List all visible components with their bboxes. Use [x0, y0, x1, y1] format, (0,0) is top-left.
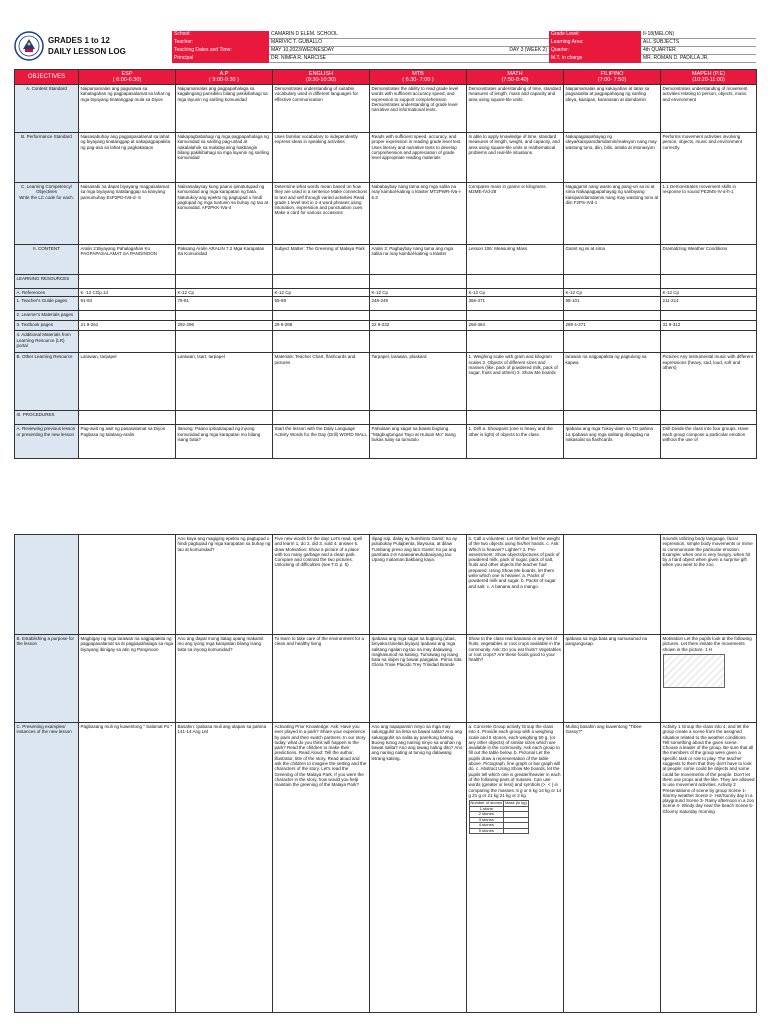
lesson-cell: Materials: Teacher Chart, flashcards and pictures [273, 353, 370, 411]
lesson-cell: Naipamamalas ang kakayahan at tatas sa pagsasalita at pagpapahayag ng sariling ideya, kaisipan, karanasan at damdamin [564, 85, 661, 133]
mass-table-cell: 1 stone [469, 806, 504, 812]
lesson-cell [273, 311, 370, 321]
row-label [15, 85, 79, 133]
lesson-cell [661, 723, 757, 1013]
row-label-note: Write the LC code for each. [19, 194, 74, 200]
teaching-dates-value [269, 47, 549, 55]
lesson-cell [467, 331, 564, 353]
mass-table-cell: 3 stones [469, 817, 504, 823]
row-label: 1. Teacher's Guide pages [15, 297, 79, 311]
lesson-cell-text: b. Call a volunteer. Let him/her feel the weight of the two objects using his/her hands. c. Ask: Which is heavier? Lighter? 2. Pre-assessment: Show objects/pictures of pack of powdered milk, pack of sugar, pack of salt, fruits and other objects the teacher had prepared. Using Show Me boards, let them write which one is heavier. a. Packs of powdered milk and sugar. b. Packs of sugar and salt. c. A banana and a mango. [468, 536, 560, 589]
row-label: LEARNING RESOURCES [15, 275, 79, 289]
lesson-cell: 366-371 [467, 297, 564, 311]
row-label: B. Establishing a purpose for the lesson [15, 635, 79, 723]
mass-table-cell [504, 828, 529, 834]
lesson-cell: Paksang Aralin ARALIN 7.2 Mga Karapatan Sa Komunidad [176, 245, 273, 275]
teacher-label: Teacher: [172, 39, 269, 47]
mass-table-cell: 5 stones [469, 828, 504, 834]
lesson-cell [176, 275, 273, 289]
lesson-cell [467, 411, 564, 425]
row-label: 3. Textbook pages [15, 321, 79, 331]
row-label: III. PROCEDURES [15, 411, 79, 425]
subject-name: ENGLISH [308, 71, 334, 77]
lesson-cell: 98-101 [564, 297, 661, 311]
row-label: 2. Learner's Materials pages [15, 311, 79, 321]
lesson-cell [273, 331, 370, 353]
lesson-cell: Demonstrates understanding of suitable vocabulary used in different languages for effective communication [273, 85, 370, 133]
subject-time: ( 6:00-6:30) [112, 77, 142, 83]
row-label: 4. Additional Materials from Learning Resource (LR) portal [15, 331, 79, 353]
lesson-cell: Reads with sufficient speed, accuracy, and proper expression in reading grade level text. Uses literary and narrative texts to develop comprehension and appreciation of grade level appropriate reading materials [370, 133, 467, 183]
grade-level-label: Grade Level: [549, 31, 641, 39]
lesson-cell [564, 331, 661, 353]
mass-table-cell: 2 stones [469, 812, 504, 818]
lesson-cell [564, 275, 661, 289]
subject-header [564, 70, 661, 85]
row-label-text: II. CONTENT [33, 246, 60, 251]
lesson-cell: Aralin 2:Biyayang Pahalagahan Ko PAGPAPASALAMAT SA PANGINOON [79, 245, 176, 275]
lesson-cell: 211-214 [661, 297, 757, 311]
movement-picture [663, 654, 725, 688]
lesson-row [15, 535, 757, 635]
row-label-text: B. Performance Standard [21, 134, 72, 139]
lesson-cell [467, 635, 564, 723]
lesson-cell [661, 331, 757, 353]
mt-in-charge-label: M.T. in charge [549, 55, 641, 63]
lesson-cell [79, 411, 176, 425]
lesson-cell [467, 311, 564, 321]
lesson-cell: Nakapagpapahayag ng ideya/kaisipan/damdamin/reaksyon nang may wastong tono, diin, bilis, antala at intonasyon [564, 133, 661, 183]
row-label [15, 245, 79, 275]
lesson-log-header [14, 31, 756, 69]
mt-in-charge-value: MR. ROMAN D. PADILLA JR. [641, 55, 756, 63]
lesson-cell: K-12 Cp [176, 289, 273, 297]
subject-header [370, 70, 467, 85]
lesson-cell: 55-59 [273, 297, 370, 311]
lesson-cell [467, 535, 564, 635]
lesson-cell: 21 9-261 [79, 321, 176, 331]
lesson-cell: Naisasabuhay ang pagpapasalamat sa lahat ng biyayang tinatanggap at nakapagpapakita ng pag-asa sa lahat ng pagkakataon [79, 133, 176, 183]
lesson-cell-text: Ilipag isip, dalay ay humihinto Gamit: Ito ay pulubukay Pulajbenta, lilaysusa, at dilaw Tumbang preso ang laro Gamit: Ito pa ang pambata 2-8 Anaeeaneuhabasiyang tao Upang malaman;bakbang kaya. [371, 536, 458, 563]
other-resources-row [15, 353, 757, 411]
textbook-row [15, 321, 757, 331]
lesson-cell: Gamit ng isi at sima [564, 245, 661, 275]
lesson-cell [79, 275, 176, 289]
quarter-label: Quarter: [549, 47, 641, 55]
lesson-row [15, 723, 757, 1013]
lesson-cell [661, 311, 757, 321]
lesson-cell [273, 535, 370, 635]
lesson-cell [661, 535, 757, 635]
lesson-row [15, 85, 757, 133]
lesson-cell [370, 535, 467, 635]
lesson-cell: Naipamamalas ang pagpapahalaga sa kagalingang pansibiko bilang pakikibahagi sa mga layunin ng sariling komunidad [176, 85, 273, 133]
subject-time: ( 6:30- 7:00 ) [402, 77, 434, 83]
row-label: A. References [15, 289, 79, 297]
subject-time: (10:20-11:00) [692, 77, 725, 83]
lesson-cell: 91-93 [79, 297, 176, 311]
lesson-cell [176, 635, 273, 723]
additional-materials-row [15, 331, 757, 353]
lesson-cell: 292-296 [176, 321, 273, 331]
lesson-cell [273, 411, 370, 425]
teaching-dates-label: Teaching Dates and Time: [172, 47, 269, 55]
lesson-cell [467, 723, 564, 1013]
row-label [15, 535, 79, 635]
subject-name: A.P [219, 71, 229, 77]
lesson-cell: Tarpapel, larawan, plaskard [370, 353, 467, 411]
objectives-label: OBJECTIVES [15, 70, 79, 85]
lesson-cell [273, 635, 370, 723]
lesson-cell: 78-81 [176, 297, 273, 311]
teachers-guide-row [15, 297, 757, 311]
lesson-cell: 1.1 Demonstrates movement skills in response to sound PE2MS-IV-a-h-1 [661, 183, 757, 245]
lesson-cell [370, 331, 467, 353]
document-subtitle: DAILY LESSON LOG [48, 47, 126, 56]
lesson-cell: Larawan, tsart, tarpapel [176, 353, 273, 411]
subject-name: ESP [121, 71, 133, 77]
subject-time: ( 9:00-9:30 ) [209, 77, 239, 83]
lesson-cell: K-12 Cp [273, 289, 370, 297]
lesson-cell [370, 275, 467, 289]
lesson-row [15, 183, 757, 245]
lesson-cell [79, 723, 176, 1013]
lesson-cell: Naiisasalaysay kung paano ipinatutupad ng komunidad ang mga karapatan ng bata. Natutukoy ang epekto ng pagtupad o hindi pagtupad ng mga tuntunin sa buhay ng tao at komunidad. AP2PKK-IVa-4 [176, 183, 273, 245]
quarter-value: 4th QUARTER [641, 47, 756, 55]
lesson-cell: 31 9-312 [661, 321, 757, 331]
lesson-cell: Dramatizing Weather Conditions [661, 245, 757, 275]
teaching-day-week: DAY 3 (WEEK 2) [509, 47, 547, 54]
mass-table [469, 800, 549, 834]
lesson-cell: larawan na nagpapakita ng pagtulong sa kapwa [564, 353, 661, 411]
lesson-cell [661, 635, 757, 723]
lesson-cell [564, 635, 661, 723]
lesson-cell: Subject Matter: The Greening of Malaya Park [273, 245, 370, 275]
lesson-cell [79, 331, 176, 353]
lesson-cell: Nagagamit nang wasto ang pang-uri sa isi at sima Nakapagpapahayag ng saribiyang kaisipan/damdamin nang may wastong tono at diin F2PS-IVd-1 [564, 183, 661, 245]
lesson-cell [564, 411, 661, 425]
grade-level-value: II-18(MELON) [641, 31, 756, 39]
lesson-cell: Itanong: Paano ipinatutupad ng inyong komunidad ang mga karapatan mo bilang isang bata? [176, 425, 273, 459]
lesson-cell: 248-249 [370, 297, 467, 311]
lesson-cell: Nakapagbabahagi ng mga pagpapahalaga ng kamunidad sa sariling pag-unlad at nakalalahok sa malalayuning hakbangin bilang pakikibahagi sa mga layunin ng sariling komunidad [176, 133, 273, 183]
lesson-cell: Pahulaan ang sagot sa bawat bugtong. "Magbugtungan Tayo at Huluan Mo" Isang bukas tulay sa tumutulo [370, 425, 467, 459]
lesson-cell [176, 411, 273, 425]
deped-seal-icon [14, 31, 44, 61]
lesson-cell: Drill Divide the class into four groups. Have each group compose a particular emotion without the use of [661, 425, 757, 459]
lesson-cell: K-12 Cp [661, 289, 757, 297]
lesson-cell: 1. Drill a. Showpairs (one is heavy and the other is light) of objects to the class. [467, 425, 564, 459]
lesson-cell: Pictures Any instrumental music with different expressions (heavy, sad, loud, soft and others) [661, 353, 757, 411]
subject-name: FILIPINO [600, 71, 624, 77]
subject-name: MAPEH (P.E) [692, 71, 725, 77]
row-label-text: A. Content Standard [26, 86, 67, 91]
learning-area-label: Learning Area: [549, 39, 641, 47]
lesson-cell: Naisasabi na dapat biyayang magpasalamat sa mga biyayang natatanggap sa kanyang pamumuhay EsP2PD-IVa-d- 5 [79, 183, 176, 245]
lesson-cell [661, 275, 757, 289]
teaching-date: MAY 10,2023/WEDNESDAY [271, 47, 335, 54]
lesson-cell-text: Five new words for the day! Let's read, spell and learn! 1. do 2. did 3. sold 4. answer 5. draw Motivation: Show a picture of a place with too many garbage and a clean park. Compare and contrast the two pictures. Unlocking of difficulties (see T.G p. 5) [274, 536, 363, 568]
lesson-cell: Aralin 3: Pagbaybay nang tama ang mga salita na may kambal-katinig o klaster [370, 245, 467, 275]
row-label: B. Other Learning Resource [15, 353, 79, 411]
lesson-cell-text: Magbigay ng mga larawan na nagpapakita ng pagpapasalamat sa at pagpapahalaga sa mga biyayang ibinigay sa atin ng Panginoon [80, 636, 174, 652]
review-row [15, 425, 757, 459]
mass-table-cell: 4 stones [469, 823, 504, 829]
lesson-cell: Lesson 106: Measuring Mass [467, 245, 564, 275]
learning-area-value: ALL SUBJECTS [641, 39, 756, 47]
lesson-cell [564, 311, 661, 321]
lesson-cell [79, 635, 176, 723]
page-two [0, 520, 768, 1024]
lesson-cell-text: Activating Prior Knowledge: Ask: Have you ever played in a park? Share your experience by pairs and then switch partners. In our story today, what do you think will happen in the park? Read the children to make their predictions. Read Aloud: Tell the author, illustrator, title of the story. Read aloud and ask the children to imagine the setting and the characters of the story. Let's read the Greening of the Malaya Park. If you were the character in the story, how would you help maintain the greening of the Malaya Park? [274, 724, 367, 788]
references-row [15, 289, 757, 297]
lesson-cell: 1. Weighing scale with gram and kilogram scales 2. Objects of different sizes and masses (like: pack of powdered milk, pack of sugar, fruits and others) 3. Show Me boards [467, 353, 564, 411]
lesson-cell [79, 311, 176, 321]
lesson-cell-text: Show to the class real bananas or any set of fruits, vegetables or root crops available in the community. Ask: Do you eat fruits? Vegetables or root crops? Are these foods good to your health? [468, 636, 561, 663]
row-label [15, 133, 79, 183]
subject-name: MATH [507, 71, 523, 77]
lesson-cell-text: Ano kaya ang magiging epekto ng pagtupad o hindi pagtupad ng mga karapatan sa buhay ng tao at komunidad? [177, 536, 271, 552]
document-title: GRADES 1 to 12 [48, 36, 110, 45]
lesson-cell: Demonstrates the ability to read grade level words with sufficient accuracy speed, and expression to support comprehension Demonstrates understanding of grade level narrative and informational texts. [370, 85, 467, 133]
lesson-cell: 258-364 [467, 321, 564, 331]
procedures-row [15, 411, 757, 425]
row-label: A. Reviewing previous lesson or presenting the new lesson [15, 425, 79, 459]
lesson-cell-text: Motivation Let the pupils look at the following pictures. Let them imitate the movements shown in the picture. 1 H [662, 636, 752, 652]
lesson-cell-text: To learn to take care of the environment for a clean and healthy living [274, 636, 365, 647]
lesson-cell: Start the lesson with the Daily Language Activity Words for the Day (Drill) WORD WALL [273, 425, 370, 459]
row-label [15, 183, 79, 245]
lesson-cell [467, 275, 564, 289]
lesson-cell-text: a. Concrete Group activity Group the class into 4. Provide each group with a weighing scale and 5 stones, each weighing 50 g. (or any other objects) of similar sizes which are available in the community. Ask each group to fill out the table below. b. Pictorial Let the pupils draw a representation of the table above. Pictograph, line graph or bar graph will do. c. Abstract Using Show Me boards, let the pupils tell which one is greater/heavier in each of the following pairs of masses. Can use words (greater or less) and symbols (>, < ) in comparing the masses. 5 g or 5 kg 14 kg or 14 g 21 g or 21 kg 21 kg or 2 kg [468, 724, 562, 798]
principal-value: DR. NIMFA R. NARCISE [269, 55, 549, 63]
subject-header [467, 70, 564, 85]
lesson-cell: Naipamamalas ang pagunawa sa kahalagahan ng pagpapasalamat sa lahat ng mga biyayang tinatanggap mula sa Diyos [79, 85, 176, 133]
lesson-cell-text: Ano ang dapat mong itatag upang makamit mo ang iyong mga karapatan bilang isang bata sa inyong komunidad? [177, 636, 264, 652]
lesson-cell: 289 4-271 [564, 321, 661, 331]
mass-table-header: Number of stones [470, 800, 503, 806]
lesson-cell: 29 9-268 [273, 321, 370, 331]
lesson-row [15, 635, 757, 723]
row-label-text: C. Learning Competency/ Objectives [20, 184, 73, 195]
subject-header [176, 70, 273, 85]
lesson-cell-text: Activity 1 Group the class into 4, and let the group create a scene from the assigned situation related to the weather conditions. Tell something about the given scene. Choose a leader of the group. Be sure that all the members of the group were given a specific task or role to play. The teacher suggests to them that they don't have to look at people; some could be objects and some could be movements of the people. Don't let them use props and the like. They are allowed to use movement activities. Activity 2 Presentations of scene by group Scene 1- Stormy weather Scene 2- Hot/Sunny day in a playground Scene 3- Rainy afternoon in a zoo Scene 4- Windy day near the beach Scene 5- Gloomy Saturday morning [662, 724, 755, 814]
lesson-cell: 22 9-232 [370, 321, 467, 331]
lesson-cell-text: Ano ang napapansin ninyo sa mga may salungguhit na letra sa bawat salita? Ano ang salungguhit na salita ay parehong katinig. Buong tunog ang narinig ninyo sa unahan ng bawat salita? Ano ang tawag nating dito? Ano ang narinig nating at tunog ng dalawang letrang katinig. [371, 724, 463, 761]
teacher-value: MARIVIC T. GUBALLO [269, 39, 549, 47]
lesson-cell: Demonstrates understanding of movement activities relating to person, objects, music and environment [661, 85, 757, 133]
subject-header-row [15, 70, 757, 85]
lesson-cell-text: Sounds utilizing body language, facial expression, simple body movements or mime to communicate the particular emotion. Example: when one is very hungry, when hit by a hard object when given a surprise gift when you went to the zoo [662, 536, 753, 568]
lesson-cell: K-12 Cp [467, 289, 564, 297]
page-one [0, 0, 768, 480]
lesson-cell [176, 311, 273, 321]
lesson-cell [176, 331, 273, 353]
lesson-row [15, 133, 757, 183]
lesson-cell: K-12 Cp [564, 289, 661, 297]
lesson-cell [370, 411, 467, 425]
lesson-cell [370, 723, 467, 1013]
lesson-cell: Demonstrates understanding of time, standard measures of length, mass and capacity and area using square-tile units. [467, 85, 564, 133]
lesson-cell [564, 723, 661, 1013]
lesson-cell: Larawan, tarpapel [79, 353, 176, 411]
lesson-table-page-two [14, 534, 757, 1013]
lesson-cell: Nababaybay nang tama ang mga salita na may kambal-katinig o klaster MT2PWR-IVa-i-6.3 [370, 183, 467, 245]
subject-header [79, 70, 176, 85]
subject-header [661, 70, 757, 85]
lesson-cell [370, 311, 467, 321]
lesson-cell [273, 723, 370, 1013]
lesson-cell [176, 535, 273, 635]
subject-name: MTB [412, 71, 424, 77]
lesson-cell: Performs movement activities involving person, objects, music and environment correctly [661, 133, 757, 183]
subject-time: (9:30-10:30) [306, 77, 336, 83]
lesson-row [15, 245, 757, 275]
lesson-cell [176, 723, 273, 1013]
lesson-cell: Ipabasa ang mga Tukoy-alam sa TG pahina 1a Ipabasa ang mga salitang dinagdag na nakasulat sa flashcards [564, 425, 661, 459]
school-label: School: [172, 31, 269, 39]
mass-table-header: Mass (in kg) [505, 800, 527, 806]
subject-time: (7:50-8:40) [501, 77, 529, 83]
lesson-cell: Compares mass in grams or kilograms. M2ME-IVd-28 [467, 183, 564, 245]
lesson-cell [273, 275, 370, 289]
lesson-cell-text: Ipabasa sa mga bata ang sumusunod na pangungusap. [565, 636, 648, 647]
lesson-cell: K-12 Cp [370, 289, 467, 297]
subject-time: (7:00- 7:50) [597, 77, 627, 83]
lesson-cell-text: Pagbasang muli ng kuwentong " Salamat Po " [80, 724, 173, 729]
learners-materials-row [15, 311, 757, 321]
principal-label: Principal [172, 55, 269, 63]
lesson-cell: Pag-awit ng awit ng pasasalamat sa Diyos Pagbasa ng talatang-aralin [79, 425, 176, 459]
school-value: CAMARIN D ELEM. SCHOOL [269, 31, 549, 39]
lesson-cell-text: Ipabasa ang mga sagot sa bugtong.(ubas, binyaka,tsinelas,biyaya) Ipabasa ang mga salitang ngalan ng tao na may dalawang magkasunod na katinig. Tumawag ng isang bata na iisipin ng bawat pangalan. Prima Sita Gloria Trixie Placido Trey Trinidad Brande [371, 636, 462, 668]
lesson-cell [661, 411, 757, 425]
row-label: C. Presenting examples/ instances of the new lesson [15, 723, 79, 1013]
learning-resources-row [15, 275, 757, 289]
lesson-cell-text: Basahin: Ipabasa muli ang ulapan sa pahina 141-14 Ang LM [177, 724, 267, 735]
lesson-cell-text: Mulinq basahin ang kuwentong "Tibee Gassy?" [565, 724, 642, 735]
lesson-table-page-one [14, 69, 757, 459]
lesson-cell [79, 535, 176, 635]
lesson-cell [370, 635, 467, 723]
info-table [172, 31, 756, 63]
subject-header [273, 70, 370, 85]
lesson-cell: Is able to apply knowledge of time, standard measures of length, weight, and capacity, and area using square-tile units in mathematical problems and real-life situations. [467, 133, 564, 183]
lesson-cell: Determine what words mean based on how they are used in a sentence Make connections to text and self through varied activities Read grade 1 level text in 1-4 word phrases using intonation, expression and punctuation cues Make a card for various occasions [273, 183, 370, 245]
lesson-cell [564, 535, 661, 635]
lesson-cell: Uses familiar vocabulary to independently express ideas in speaking activities [273, 133, 370, 183]
lesson-cell: K -12 CGp.14 [79, 289, 176, 297]
